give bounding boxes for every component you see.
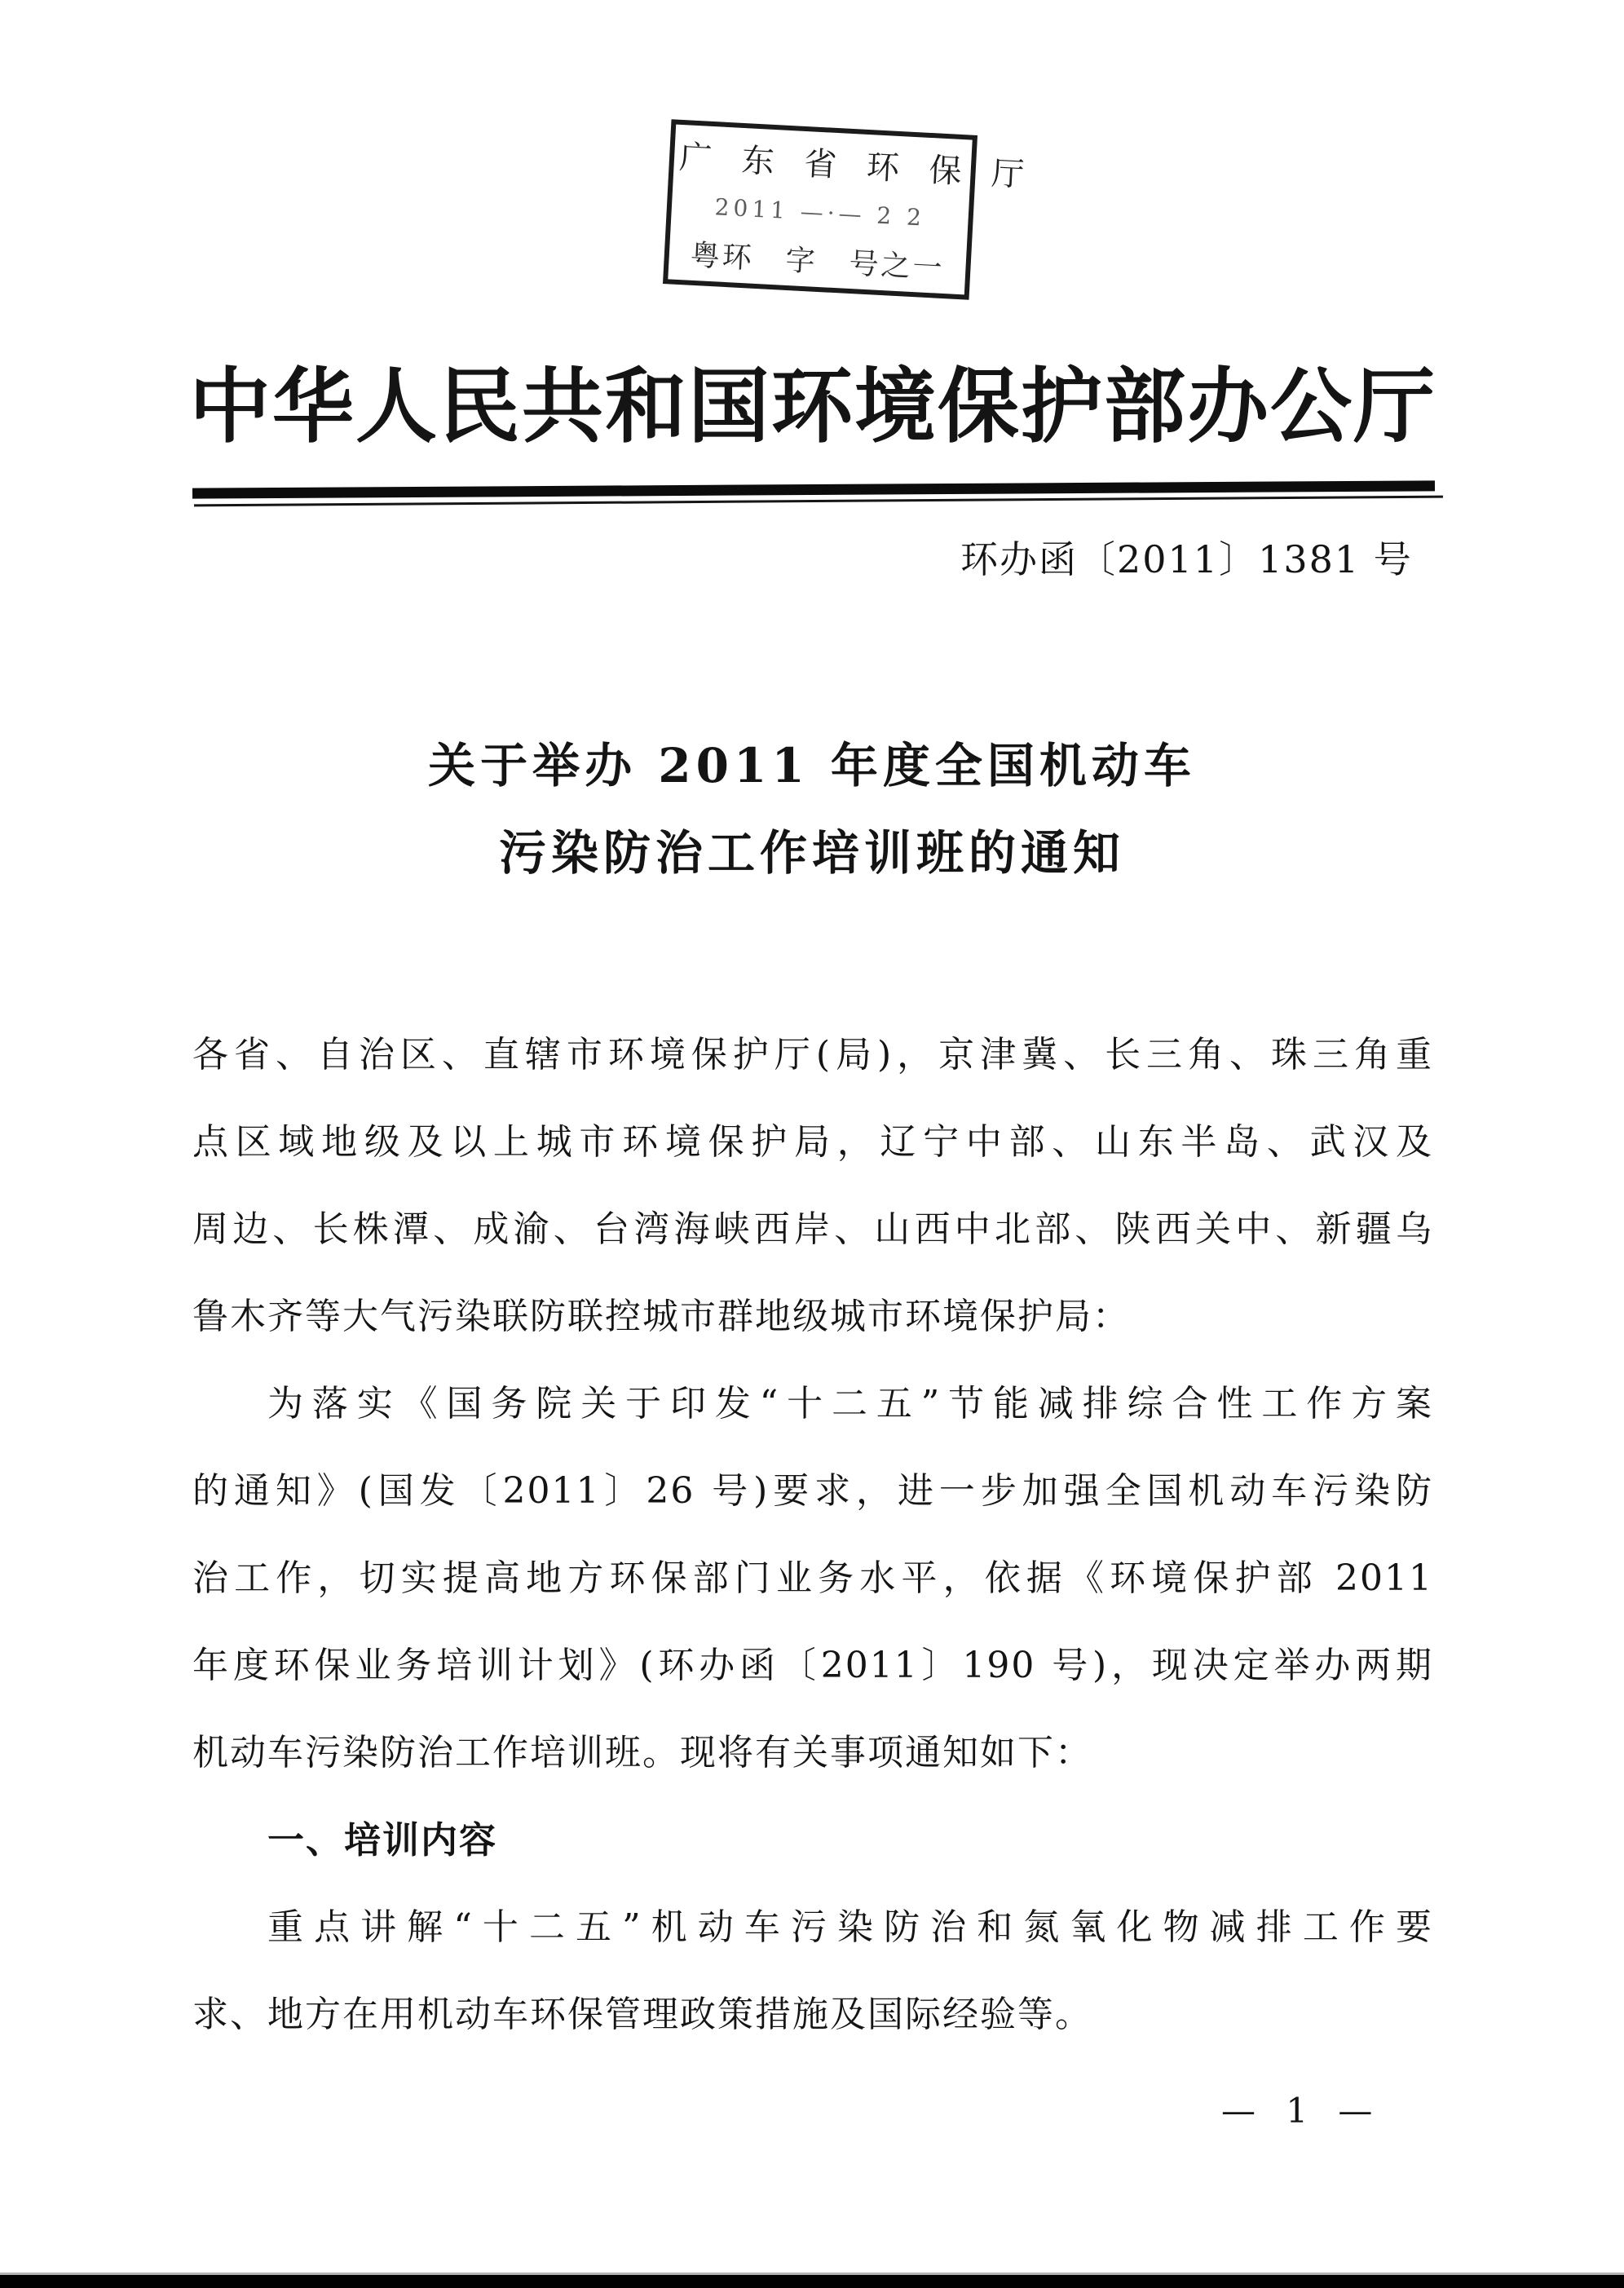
body-line: 年度环保业务培训计划》(环办函〔2011〕190 号)，现决定举办两期: [192, 1645, 1433, 1686]
body-line: 的通知》(国发〔2011〕26 号)要求，进一步加强全国机动车污染防: [192, 1470, 1433, 1512]
body-line: 治工作，切实提高地方环保部门业务水平，依据《环境保护部 2011: [192, 1557, 1433, 1599]
document-title-line1: 关于举办 2011 年度全国机动车: [428, 738, 1196, 793]
stamp-ref-number: 粤环 字 号之一: [689, 238, 946, 286]
stamp-date: 2011 —·— 2 2: [713, 192, 926, 232]
body-line: 重点讲解“十二五”机动车污染防治和氮氧化物减排工作要: [267, 1906, 1433, 1948]
body-line: 周边、长株潭、成渝、台湾海峡西岸、山西中北部、陕西关中、新疆乌: [192, 1208, 1433, 1250]
scan-edge-bar: [0, 2275, 1624, 2288]
body-line: 为落实《国务院关于印发“十二五”节能减排综合性工作方案: [267, 1383, 1433, 1424]
document-title-line2: 污染防治工作培训班的通知: [498, 825, 1125, 881]
body-line: 各省、自治区、直辖市环境保护厅(局)，京津冀、长三角、珠三角重: [192, 1034, 1433, 1076]
body-line: 鲁木齐等大气污染联防联控城市群地级城市环境保护局：: [192, 1296, 1130, 1337]
body-text: [192, 1011, 1433, 2058]
document-number: 环办函〔2011〕1381 号: [960, 537, 1413, 581]
stamp-agency-name: 广 东 省 环 保 厅: [677, 138, 1035, 195]
received-stamp: [663, 119, 1035, 299]
letterhead-org-title: 中华人民共和国环境保护部办公厅: [189, 358, 1436, 454]
page-number: — 1 —: [1221, 2091, 1383, 2131]
body-line: 点区域地级及以上城市环境保护局，辽宁中部、山东半岛、武汉及: [192, 1121, 1433, 1163]
body-line: 一、培训内容: [267, 1818, 498, 1862]
body-line: 求、地方在用机动车环保管理政策措施及国际经验等。: [192, 1994, 1092, 2035]
body-line: 机动车污染防治工作培训班。现将有关事项通知如下：: [192, 1732, 1092, 1773]
letterhead-rule-thick: [192, 480, 1435, 498]
